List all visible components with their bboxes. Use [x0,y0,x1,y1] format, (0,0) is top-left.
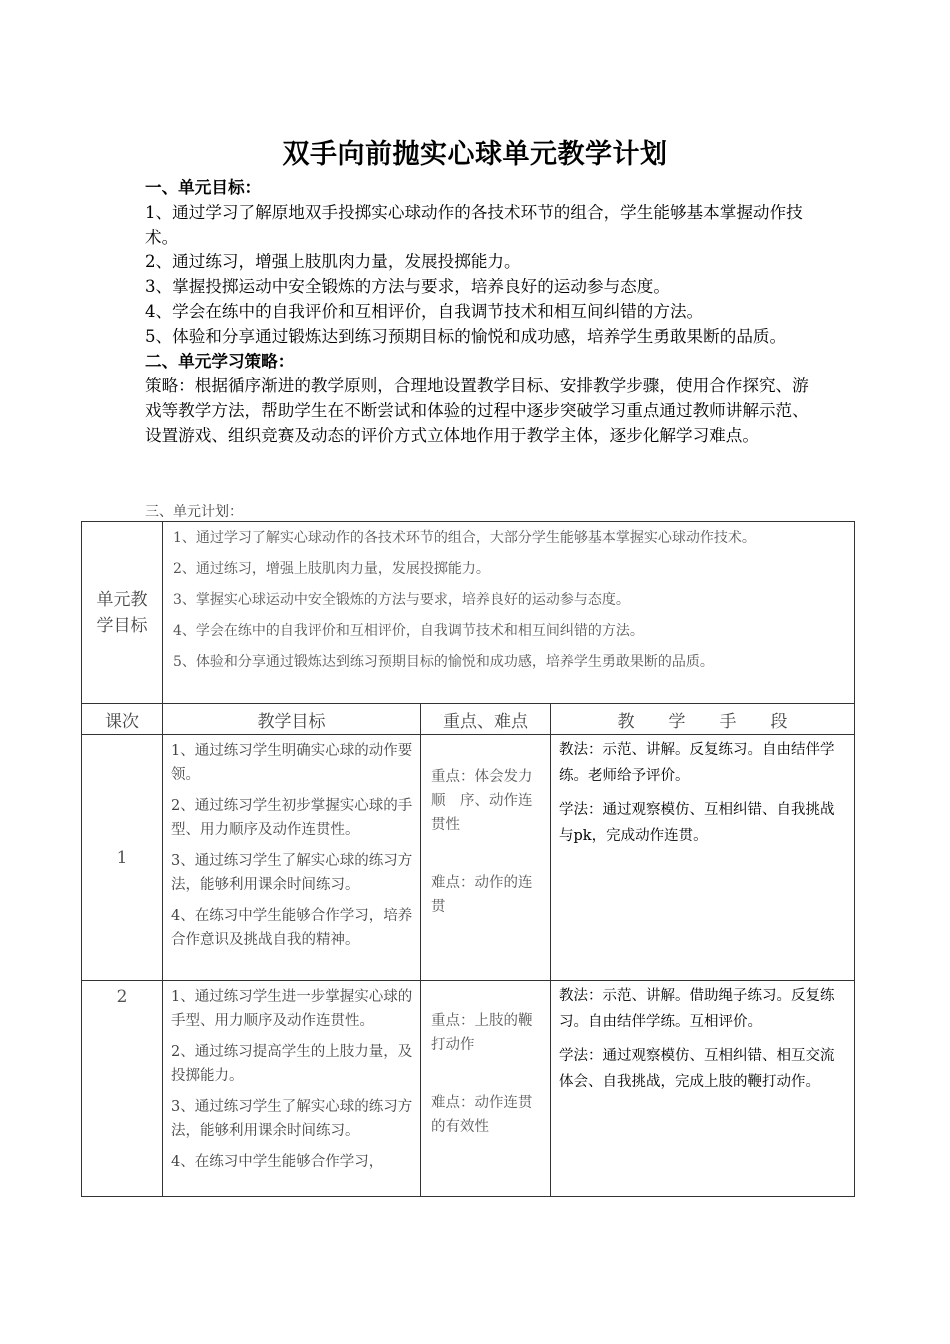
key-point: 重点：体会发力顺 序、动作连贯性 [431,769,533,833]
unit-plan-table [81,521,855,1197]
unit-goal-item: 3、掌握实心球运动中安全锻炼的方法与要求，培养良好的运动参与态度。 [173,592,630,608]
lesson-methods [551,981,855,1197]
unit-goals-label: 单元教学目标 [82,522,163,704]
table-row [82,735,855,981]
header-methods: 教 学 手 段 [551,704,855,735]
page-title: 双手向前抛实心球单元教学计划 [282,139,668,170]
lesson-number: 2 [82,981,163,1197]
objective-item: 3、通过练习学生了解实心球的练习方法，能够利用课余时间练习。 [171,1099,413,1139]
teaching-method: 教法：示范、讲解。借助绳子练习。反复练习。自由结伴学练。互相评价。 [559,988,835,1030]
strategy-text: 策略：根据循序渐进的教学原则，合理地设置教学目标、安排教学步骤，使用合作探究、游戏等教学方法，帮助学生在不断尝试和体验的过程中逐步突破学习重点通过教师讲解示范、设置游戏、组织竞赛及动态的评价方式立体地作用于教学主体，逐步化解学习难点。 [145,376,809,445]
lesson-objectives [163,735,421,981]
unit-goal-item: 1、通过学习了解实心球动作的各技术环节的组合，大部分学生能够基本掌握实心球动作技术。 [173,530,756,546]
unit-goal-item: 4、学会在练中的自我评价和互相评价，自我调节技术和相互间纠错的方法。 [173,623,644,639]
lesson-key-points [421,981,551,1197]
section-heading-strategy: 二、单元学习策略： [145,351,295,371]
difficulty-point: 难点：动作的连贯 [431,875,533,915]
lesson-key-points [421,735,551,981]
goal-item: 4、学会在练中的自我评价和互相评价，自我调节技术和相互间纠错的方法。 [145,301,704,321]
unit-goal-item: 2、通过练习，增强上肢肌肉力量，发展投掷能力。 [173,561,490,577]
difficulty-point: 难点：动作连贯的有效性 [431,1095,533,1135]
learning-method: 学法：通过观察模仿、互相纠错、相互交流体会、自我挑战，完成上肢的鞭打动作。 [559,1048,835,1090]
goal-item: 5、体验和分享通过锻炼达到练习预期目标的愉悦和成功感，培养学生勇敢果断的品质。 [145,326,787,346]
header-objectives: 教学目标 [163,704,421,735]
lesson-objectives [163,981,421,1197]
unit-goal-item: 5、体验和分享通过锻炼达到练习预期目标的愉悦和成功感，培养学生勇敢果断的品质。 [173,654,714,670]
lesson-methods [551,735,855,981]
learning-method: 学法：通过观察模仿、互相纠错、自我挑战与pk，完成动作连贯。 [559,802,835,844]
document-body [145,176,825,449]
unit-goals-cell [163,522,855,704]
objective-item: 3、通过练习学生了解实心球的练习方法，能够利用课余时间练习。 [171,853,413,893]
header-lesson: 课次 [82,704,163,735]
table-header-row [82,704,855,735]
header-key-points: 重点、难点 [421,704,551,735]
unit-goals-row [82,522,855,704]
objective-item: 2、通过练习提高学生的上肢力量，及投掷能力。 [171,1044,413,1084]
objective-item: 1、通过练习学生进一步掌握实心球的手型、用力顺序及动作连贯性。 [171,989,413,1029]
goal-item: 1、通过学习了解原地双手投掷实心球动作的各技术环节的组合，学生能够基本掌握动作技术。 [145,202,803,247]
section-heading-plan: 三、单元计划： [145,504,243,520]
goal-item: 2、通过练习，增强上肢肌肉力量，发展投掷能力。 [145,252,521,272]
section-heading-goals: 一、单元目标： [145,178,262,197]
objective-item: 1、通过练习学生明确实心球的动作要领。 [171,743,413,783]
teaching-method: 教法：示范、讲解。反复练习。自由结伴学练。老师给予评价。 [559,742,835,784]
lesson-number: 1 [82,735,163,981]
objective-item: 4、在练习中学生能够合作学习，培养合作意识及挑战自我的精神。 [171,908,413,948]
key-point: 重点：上肢的鞭打动作 [431,1013,533,1053]
objective-item: 2、通过练习学生初步掌握实心球的手型、用力顺序及动作连贯性。 [171,798,413,838]
goal-item: 3、掌握投掷运动中安全锻炼的方法与要求，培养良好的运动参与态度。 [145,277,670,297]
objective-item: 4、在练习中学生能够合作学习， [171,1154,384,1170]
table-row [82,981,855,1197]
